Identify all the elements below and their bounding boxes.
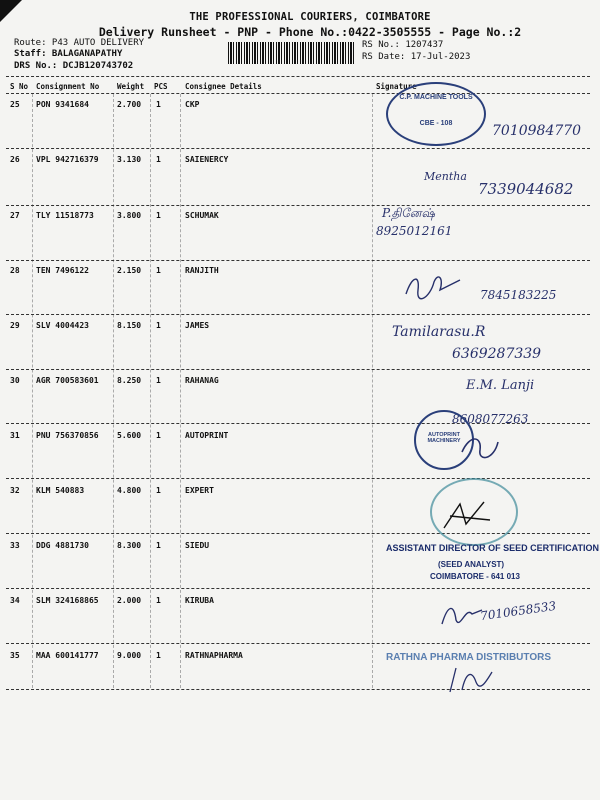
signature-name: P.தினேஷ்	[382, 206, 435, 220]
signature-scribble	[438, 600, 486, 630]
row-weight: 3.800	[117, 211, 142, 220]
row-pcs: 1	[156, 431, 161, 440]
column-rule	[32, 94, 33, 688]
row-consignee: AUTOPRINT	[185, 431, 229, 440]
header-divider-bottom	[6, 93, 590, 94]
column-rule	[113, 94, 114, 688]
col-header-pcs: PCS	[154, 82, 168, 91]
row-weight: 9.000	[117, 651, 142, 660]
header-divider-top	[6, 76, 590, 77]
row-sno: 25	[10, 100, 20, 109]
seed-certification-seal: ASSISTANT DIRECTOR OF SEED CERTIFICATION	[386, 543, 600, 553]
signature-phone: 7010984770	[492, 123, 582, 139]
row-divider	[6, 478, 590, 479]
row-consignment: SLV 4004423	[36, 321, 89, 330]
row-sno: 27	[10, 211, 20, 220]
seed-location-seal: COIMBATORE - 641 013	[430, 572, 520, 581]
col-header-consignee: Consignee Details	[185, 82, 262, 91]
seed-analyst-seal: (SEED ANALYST)	[438, 560, 505, 569]
row-consignee: RATHNAPHARMA	[185, 651, 243, 660]
row-weight: 8.250	[117, 376, 142, 385]
row-divider	[6, 260, 590, 261]
drs-number: DRS No.: DCJB120743702	[14, 61, 134, 71]
row-pcs: 1	[156, 321, 161, 330]
row-sno: 33	[10, 541, 20, 550]
row-consignment: TLY 11518773	[36, 211, 94, 220]
row-weight: 5.600	[117, 431, 142, 440]
row-pcs: 1	[156, 100, 161, 109]
signature-scribble	[440, 496, 500, 534]
row-pcs: 1	[156, 541, 161, 550]
row-consignment: VPL 942716379	[36, 155, 99, 164]
signature-phone: 7010658533	[479, 598, 557, 624]
row-weight: 2.000	[117, 596, 142, 605]
cp-machine-stamp	[386, 82, 486, 146]
rathna-pharma-stamp: RATHNA PHARMA DISTRIBUTORS	[386, 652, 551, 663]
signature-scribble	[440, 662, 500, 694]
row-consignment: KLM 540883	[36, 486, 85, 495]
row-divider	[6, 588, 590, 589]
row-divider	[6, 369, 590, 370]
stamp-text: C.P. MACHINE TOOLS	[399, 94, 473, 101]
row-consignment: MAA 600141777	[36, 651, 99, 660]
row-sno: 35	[10, 651, 20, 660]
row-pcs: 1	[156, 596, 161, 605]
row-consignee: JAMES	[185, 321, 210, 330]
row-consignee: SCHUMAK	[185, 211, 219, 220]
signature-phone: 6369287339	[452, 346, 542, 362]
col-header-sno: S No	[10, 82, 29, 91]
signature-scribble	[458, 432, 508, 466]
row-consignment: DDG 4881730	[36, 541, 89, 550]
signature-phone: 8608077263	[452, 412, 529, 426]
staff-text: Staff: BALAGANAPATHY	[14, 49, 123, 59]
row-divider	[6, 689, 590, 690]
row-consignee: EXPERT	[185, 486, 214, 495]
row-weight: 2.150	[117, 266, 142, 275]
row-consignee: CKP	[185, 100, 200, 109]
column-rule	[180, 94, 181, 688]
row-pcs: 1	[156, 211, 161, 220]
row-sno: 28	[10, 266, 20, 275]
row-weight: 8.300	[117, 541, 142, 550]
signature-phone: 7339044682	[478, 180, 574, 198]
row-weight: 3.130	[117, 155, 142, 164]
row-consignee: SIEDU	[185, 541, 210, 550]
signature-name: Tamilarasu.R	[392, 324, 486, 340]
row-consignee: KIRUBA	[185, 596, 214, 605]
row-sno: 26	[10, 155, 20, 164]
stamp-subtext: CBE - 108	[419, 120, 453, 127]
row-sno: 31	[10, 431, 20, 440]
runsheet-title: Delivery Runsheet - PNP - Phone No.:0422-3505555 - Page No.:2	[98, 25, 522, 39]
col-header-consignment: Consignment No	[36, 82, 100, 91]
row-sno: 32	[10, 486, 20, 495]
row-weight: 8.150	[117, 321, 142, 330]
route-text: Route: P43 AUTO DELIVERY	[14, 38, 145, 48]
signature-name: Mentha	[424, 170, 467, 183]
row-consignment: TEN 7496122	[36, 266, 89, 275]
rs-date: RS Date: 17-Jul-2023	[362, 52, 471, 62]
row-divider	[6, 314, 590, 315]
row-consignment: SLM 324168865	[36, 596, 99, 605]
column-rule	[372, 94, 373, 688]
company-title: THE PROFESSIONAL COURIERS, COIMBATORE	[189, 11, 431, 23]
signature-phone: 8925012161	[376, 224, 453, 238]
signature-scribble	[400, 268, 470, 304]
row-consignment: PON 9341684	[36, 100, 89, 109]
row-consignee: SAIENERCY	[185, 155, 229, 164]
row-divider	[6, 205, 590, 206]
row-weight: 2.700	[117, 100, 142, 109]
row-sno: 29	[10, 321, 20, 330]
row-sno: 30	[10, 376, 20, 385]
row-divider	[6, 643, 590, 644]
rs-number: RS No.: 1207437	[362, 40, 444, 50]
signature-name: E.M. Lanji	[466, 378, 535, 393]
row-weight: 4.800	[117, 486, 142, 495]
row-consignment: AGR 700583601	[36, 376, 99, 385]
row-sno: 34	[10, 596, 20, 605]
row-consignee: RANJITH	[185, 266, 219, 275]
column-rule	[150, 94, 151, 688]
row-divider	[6, 148, 590, 149]
row-pcs: 1	[156, 651, 161, 660]
row-pcs: 1	[156, 155, 161, 164]
row-consignee: RAHANAG	[185, 376, 219, 385]
row-pcs: 1	[156, 486, 161, 495]
col-header-weight: Weight	[117, 82, 145, 91]
row-pcs: 1	[156, 266, 161, 275]
corner-fold	[0, 0, 22, 22]
row-consignment: PNU 756370856	[36, 431, 99, 440]
stamp-text: AUTOPRINT MACHINERY	[427, 432, 461, 444]
barcode	[228, 42, 356, 64]
col-header-signature: Signature	[376, 82, 417, 91]
row-pcs: 1	[156, 376, 161, 385]
signature-phone: 7845183225	[480, 288, 557, 302]
